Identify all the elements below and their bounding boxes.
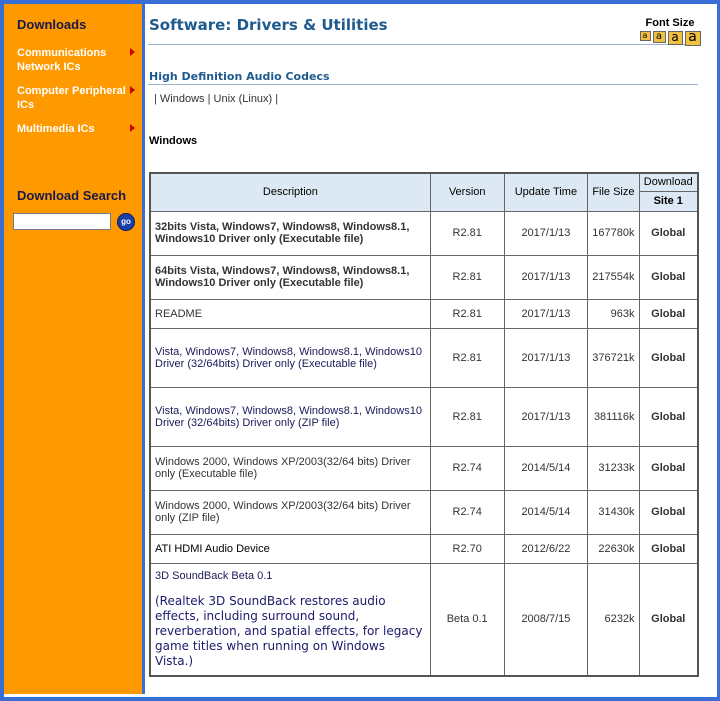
row-description-link[interactable]: 64bits Vista, Windows7, Windows8, Windows8.1, Windows10 Driver only (Executable file) (150, 255, 430, 299)
sidebar-item-communications[interactable] (17, 46, 139, 74)
row-download-global[interactable]: Global (639, 563, 698, 676)
row-size: 381116k (588, 387, 639, 446)
row-download-global[interactable]: Global (639, 534, 698, 563)
row-download-global[interactable]: Global (639, 446, 698, 490)
table-row (150, 299, 698, 328)
section-title: High Definition Audio Codecs (149, 70, 330, 83)
arrow-right-icon (130, 48, 135, 56)
row-date: 2012/6/22 (504, 534, 588, 563)
font-size-medium-button[interactable]: a (668, 31, 683, 45)
row-version: R2.81 (430, 255, 504, 299)
row-date: 2017/1/13 (504, 299, 588, 328)
os-links (154, 93, 278, 105)
row-version: R2.81 (430, 211, 504, 255)
row-version: Beta 0.1 (430, 563, 504, 676)
arrow-right-icon (130, 124, 135, 132)
sidebar-item-label: Computer Peripheral ICs (17, 85, 126, 111)
row-size: 963k (588, 299, 639, 328)
row-size: 217554k (588, 255, 639, 299)
header-description: Description (150, 173, 430, 211)
table-row (150, 563, 698, 676)
font-size-small-button[interactable]: a (653, 31, 666, 43)
font-size-control (638, 17, 702, 46)
link-windows[interactable]: Windows (159, 93, 205, 105)
separator: | (154, 93, 160, 105)
header-file-size: File Size (588, 173, 639, 211)
sidebar (4, 4, 145, 694)
font-size-large-button[interactable]: a (685, 31, 701, 46)
row-version: R2.70 (430, 534, 504, 563)
table-row (150, 446, 698, 490)
row-size: 22630k (588, 534, 639, 563)
row-description-link[interactable]: Vista, Windows7, Windows8, Windows8.1, Windows10 Driver (32/64bits) Driver only (ZIP file) (150, 387, 430, 446)
row-version: R2.74 (430, 446, 504, 490)
header-site-1: Site 1 (639, 191, 698, 211)
row-date: 2017/1/13 (504, 387, 588, 446)
divider (148, 44, 698, 45)
sidebar-item-computer-peripheral[interactable] (17, 84, 139, 112)
row-description-link[interactable]: Windows 2000, Windows XP/2003(32/64 bits) Driver only (Executable file) (150, 446, 430, 490)
row-version: R2.81 (430, 328, 504, 387)
row-date: 2017/1/13 (504, 255, 588, 299)
row-size: 6232k (588, 563, 639, 676)
header-version: Version (430, 173, 504, 211)
row-version: R2.81 (430, 387, 504, 446)
table-row (150, 211, 698, 255)
row-version: R2.81 (430, 299, 504, 328)
row-version: R2.74 (430, 490, 504, 534)
sidebar-heading: Downloads (17, 17, 87, 32)
header-download: Download (639, 173, 698, 191)
row-description-link[interactable]: README (150, 299, 430, 328)
row-description-link[interactable]: Windows 2000, Windows XP/2003(32/64 bits) Driver only (ZIP file) (150, 490, 430, 534)
font-size-label: Font Size (645, 17, 695, 29)
row-description-link[interactable]: ATI HDMI Audio Device (150, 534, 430, 563)
separator: | (204, 93, 214, 105)
row-description-note: (Realtek 3D SoundBack restores audio effects, including surround sound, reverberation, and spatial effects, for legacy game titles when running on Windows Vista.) (155, 593, 423, 668)
go-button[interactable]: go (117, 213, 135, 231)
row-download-global[interactable]: Global (639, 299, 698, 328)
search-input[interactable] (13, 213, 111, 230)
font-size-smallest-button[interactable]: a (640, 31, 651, 41)
row-date: 2017/1/13 (504, 328, 588, 387)
main-content (148, 4, 716, 696)
sidebar-item-multimedia[interactable] (17, 122, 139, 136)
row-download-global[interactable]: Global (639, 211, 698, 255)
header-update-time: Update Time (504, 173, 588, 211)
row-size: 31233k (588, 446, 639, 490)
download-search-heading: Download Search (17, 188, 127, 203)
separator: | (272, 93, 279, 105)
row-download-global[interactable]: Global (639, 490, 698, 534)
sidebar-item-label: Communications Network ICs (17, 47, 107, 73)
row-download-global[interactable]: Global (639, 387, 698, 446)
divider (148, 84, 698, 85)
downloads-table (149, 172, 699, 677)
table-row (150, 387, 698, 446)
row-download-global[interactable]: Global (639, 328, 698, 387)
row-description-link[interactable]: Vista, Windows7, Windows8, Windows8.1, Windows10 Driver (32/64bits) Driver only (Executable file) (150, 328, 430, 387)
row-description-cell (150, 563, 430, 676)
row-date: 2017/1/13 (504, 211, 588, 255)
page-title: Software: Drivers & Utilities (149, 16, 388, 34)
row-description-link[interactable]: 3D SoundBack Beta 0.1 (155, 569, 273, 582)
row-description-link[interactable]: 32bits Vista, Windows7, Windows8, Windows8.1, Windows10 Driver only (Executable file) (150, 211, 430, 255)
sidebar-item-label: Multimedia ICs (17, 123, 95, 135)
arrow-right-icon (130, 86, 135, 94)
row-size: 31430k (588, 490, 639, 534)
link-unix-linux[interactable]: Unix (Linux) (213, 93, 273, 105)
row-download-global[interactable]: Global (639, 255, 698, 299)
subheading-windows: Windows (149, 135, 198, 147)
row-size: 376721k (588, 328, 639, 387)
row-date: 2008/7/15 (504, 563, 588, 676)
table-row (150, 328, 698, 387)
row-size: 167780k (588, 211, 639, 255)
table-row (150, 490, 698, 534)
table-row (150, 255, 698, 299)
table-row (150, 534, 698, 563)
row-date: 2014/5/14 (504, 490, 588, 534)
row-date: 2014/5/14 (504, 446, 588, 490)
